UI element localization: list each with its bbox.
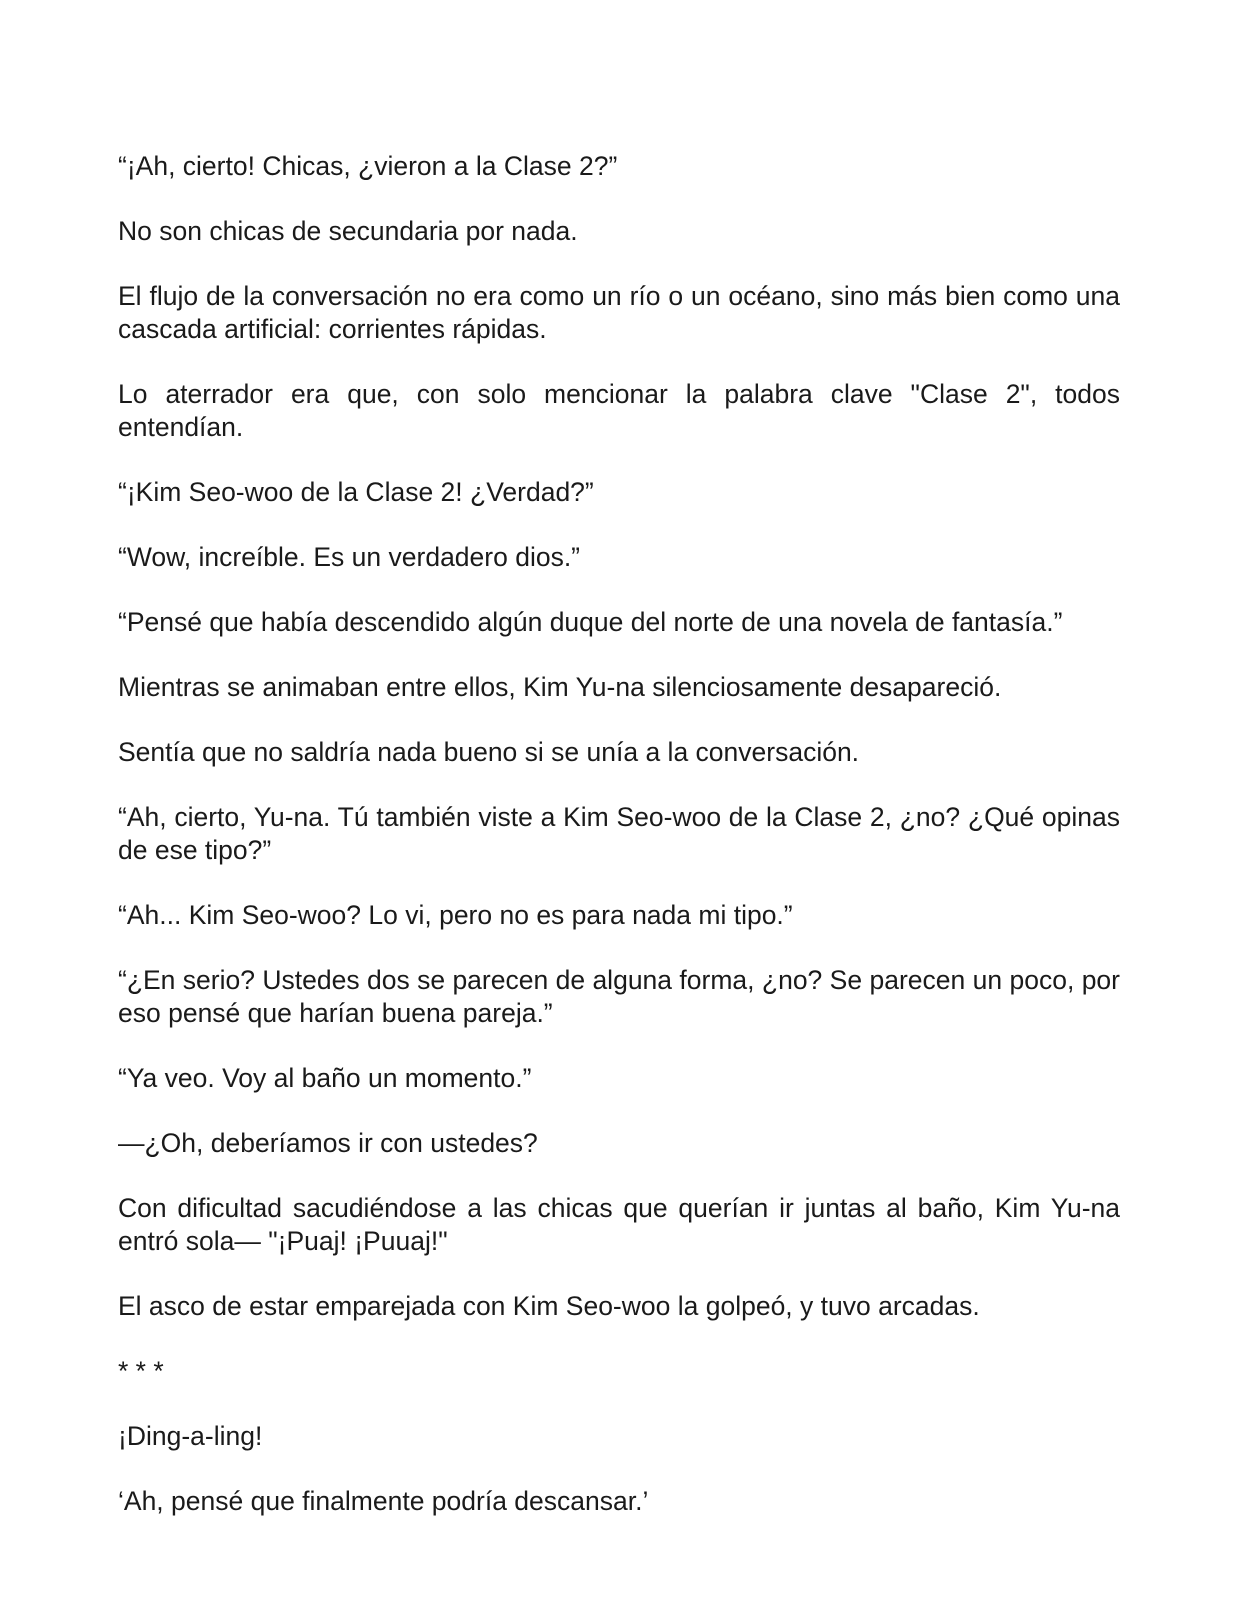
paragraph: “Wow, increíble. Es un verdadero dios.”: [118, 542, 581, 572]
paragraph: “Pensé que había descendido algún duque del norte de una novela de fantasía.”: [118, 607, 1063, 637]
paragraph: “¡Ah, cierto! Chicas, ¿vieron a la Clase 2?”: [118, 151, 618, 181]
paragraph: “Ah, cierto, Yu-na. Tú también viste a Kim Seo-woo de la Clase 2, ¿no? ¿Qué opinas de ese tipo?”: [118, 802, 1120, 865]
paragraph: ‘Ah, pensé que finalmente podría descansar.’: [118, 1486, 649, 1516]
paragraph: Con dificultad sacudiéndose a las chicas que querían ir juntas al baño, Kim Yu-na entró sola— "¡Puaj! ¡Puuaj!": [118, 1193, 1120, 1256]
paragraph: El flujo de la conversación no era como un río o un océano, sino más bien como una cascada artificial: corrientes rápidas.: [118, 281, 1120, 344]
paragraph: “Ya veo. Voy al baño un momento.”: [118, 1063, 532, 1093]
paragraph: “¿En serio? Ustedes dos se parecen de alguna forma, ¿no? Se parecen un poco, por eso pensé que harían buena pareja.”: [118, 965, 1120, 1028]
document-body: [118, 150, 1120, 1550]
scene-break: * * *: [118, 1356, 164, 1386]
paragraph: —¿Oh, deberíamos ir con ustedes?: [118, 1128, 538, 1158]
paragraph: “Ah... Kim Seo-woo? Lo vi, pero no es para nada mi tipo.”: [118, 900, 793, 930]
paragraph: “¡Kim Seo-woo de la Clase 2! ¿Verdad?”: [118, 477, 594, 507]
paragraph: Lo aterrador era que, con solo mencionar la palabra clave "Clase 2", todos entendían.: [118, 379, 1120, 442]
paragraph: No son chicas de secundaria por nada.: [118, 216, 578, 246]
paragraph: El asco de estar emparejada con Kim Seo-woo la golpeó, y tuvo arcadas.: [118, 1291, 980, 1321]
paragraph: Mientras se animaban entre ellos, Kim Yu-na silenciosamente desapareció.: [118, 672, 1002, 702]
paragraph: Sentía que no saldría nada bueno si se unía a la conversación.: [118, 737, 860, 767]
paragraph: ¡Ding-a-ling!: [118, 1421, 263, 1451]
